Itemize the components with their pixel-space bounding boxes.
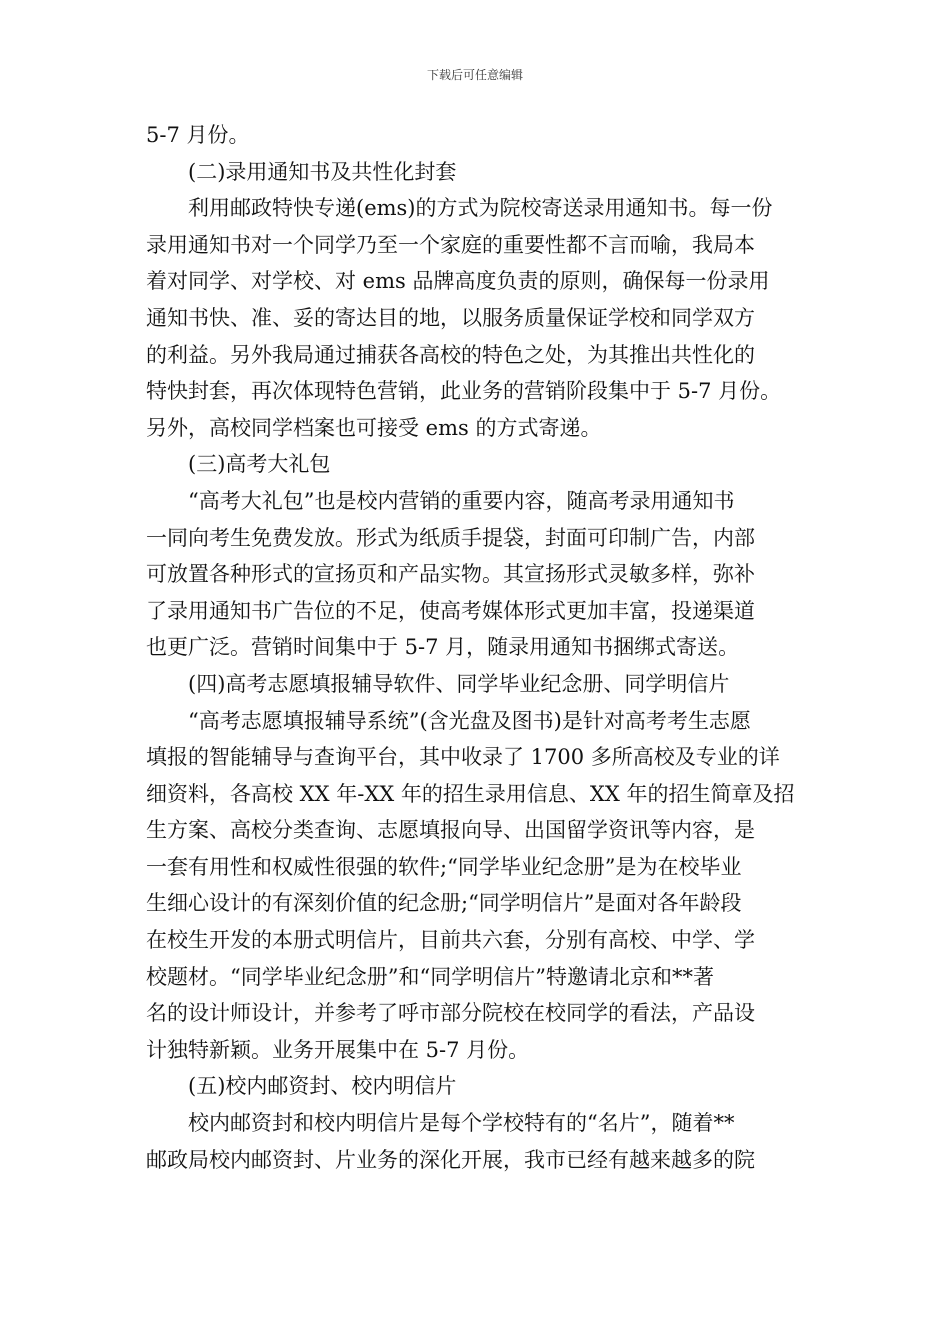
text-line: 5-7 月份。 [146, 123, 250, 147]
text-line: 细资料，各高校 XX 年-XX 年的招生录用信息、XX 年的招生简章及招 [146, 781, 795, 806]
section-heading: (三)高考大礼包 [188, 452, 331, 477]
text-line: 一同向考生免费发放。形式为纸质手提袋，封面可印制广告，内部 [146, 525, 755, 550]
text-line: 邮政局校内邮资封、片业务的深化开展，我市已经有越来越多的院 [146, 1147, 755, 1172]
text-line: 计独特新颖。业务开展集中在 5-7 月份。 [146, 1037, 530, 1062]
section-heading: (四)高考志愿填报辅导软件、同学毕业纪念册、同学明信片 [188, 671, 730, 696]
text-line: 了录用通知书广告位的不足，使高考媒体形式更加丰富，投递渠道 [146, 598, 755, 623]
text-line: “高考志愿填报辅导系统”(含光盘及图书)是针对高考考生志愿 [188, 708, 751, 733]
section-heading: (二)录用通知书及共性化封套 [188, 159, 457, 184]
text-line: 生方案、高校分类查询、志愿填报向导、出国留学资讯等内容，是 [146, 818, 755, 843]
document-body [146, 117, 810, 1178]
text-line: 也更广泛。营销时间集中于 5-7 月，随录用通知书捆绑式寄送。 [146, 635, 740, 660]
page-header-note: 下载后可任意编辑 [426, 68, 523, 82]
text-line: 填报的智能辅导与查询平台，其中收录了 1700 多所高校及专业的详 [146, 745, 780, 770]
text-line: 录用通知书对一个同学乃至一个家庭的重要性都不言而喻，我局本 [146, 232, 755, 257]
text-line: 校内邮资封和校内明信片是每个学校特有的“名片”，随着** [188, 1111, 735, 1136]
text-line: “高考大礼包”也是校内营销的重要内容，随高考录用通知书 [188, 488, 735, 513]
text-line: 可放置各种形式的宣扬页和产品实物。其宣扬形式灵敏多样，弥补 [146, 562, 755, 587]
text-line: 在校生开发的本册式明信片，目前共六套，分别有高校、中学、学 [146, 928, 755, 953]
text-line: 通知书快、准、妥的寄达目的地，以服务质量保证学校和同学双方 [146, 305, 755, 330]
text-line: 着对同学、对学校、对 ems 品牌高度负责的原则，确保每一份录用 [146, 269, 770, 294]
text-line: 生细心设计的有深刻价值的纪念册;“同学明信片”是面对各年龄段 [146, 891, 742, 916]
text-line: 特快封套，再次体现特色营销，此业务的营销阶段集中于 5-7 月份。 [146, 379, 782, 404]
text-line: 另外，高校同学档案也可接受 ems 的方式寄递。 [146, 415, 602, 440]
text-line: 一套有用性和权威性很强的软件;“同学毕业纪念册”是为在校毕业 [146, 854, 742, 879]
text-line: 校题材。“同学毕业纪念册”和“同学明信片”特邀请北京和**著 [146, 964, 714, 989]
text-line: 利用邮政特快专递(ems)的方式为院校寄送录用通知书。每一份 [188, 196, 773, 221]
text-line: 的利益。另外我局通过捕获各高校的特色之处，为其推出共性化的 [146, 342, 755, 367]
text-line: 名的设计师设计，并参考了呼市部分院校在校同学的看法，产品设 [146, 1001, 755, 1026]
section-heading: (五)校内邮资封、校内明信片 [188, 1074, 457, 1099]
